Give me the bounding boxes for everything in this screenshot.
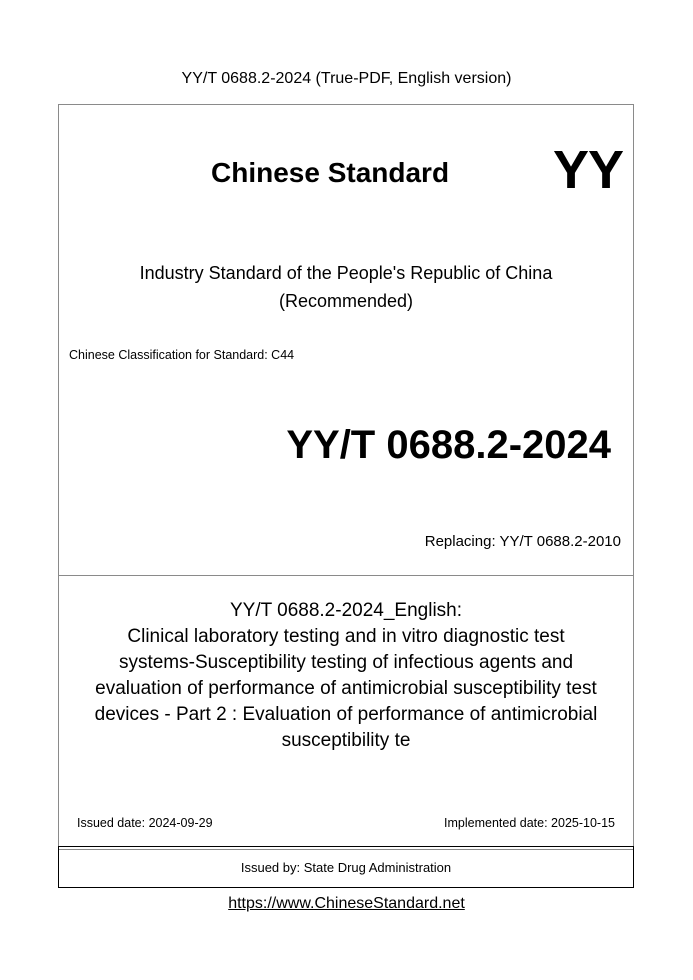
classification-text: Chinese Classification for Standard: C44 (69, 348, 295, 362)
title-line: Clinical laboratory testing and in vitro diagnostic test (127, 626, 565, 647)
title-line: YY/T 0688.2-2024_English: (229, 600, 463, 621)
industry-line-2: (Recommended) (278, 291, 414, 311)
replacing-text: Replacing: YY/T 0688.2-2010 (424, 533, 621, 550)
standard-code: YY/T 0688.2-2024 (286, 423, 611, 467)
title-line: devices - Part 2 : Evaluation of performance of antimicrobial (94, 704, 598, 725)
title-line: susceptibility te (281, 730, 411, 751)
issued-date: Issued date: 2024-09-29 (77, 816, 213, 830)
document-header: YY/T 0688.2-2024 (True-PDF, English version) (181, 70, 512, 87)
issuer-box (58, 846, 634, 888)
industry-line-1: Industry Standard of the People's Republic of China (139, 263, 553, 283)
standard-heading: Chinese Standard (211, 157, 450, 188)
issuer-text: Issued by: State Drug Administration (240, 859, 452, 875)
document-title (59, 598, 633, 754)
industry-standard-text (59, 259, 633, 315)
cover-top-section (59, 105, 633, 575)
cover-frame (58, 104, 634, 850)
yy-mark: YY (552, 140, 623, 200)
website-link[interactable]: https://www.ChineseStandard.net (228, 895, 465, 912)
title-line: systems-Susceptibility testing of infectious agents and (118, 652, 574, 673)
implemented-date: Implemented date: 2025-10-15 (444, 816, 615, 830)
cover-title-section (59, 575, 633, 849)
title-line: evaluation of performance of antimicrobial susceptibility test (95, 678, 597, 699)
